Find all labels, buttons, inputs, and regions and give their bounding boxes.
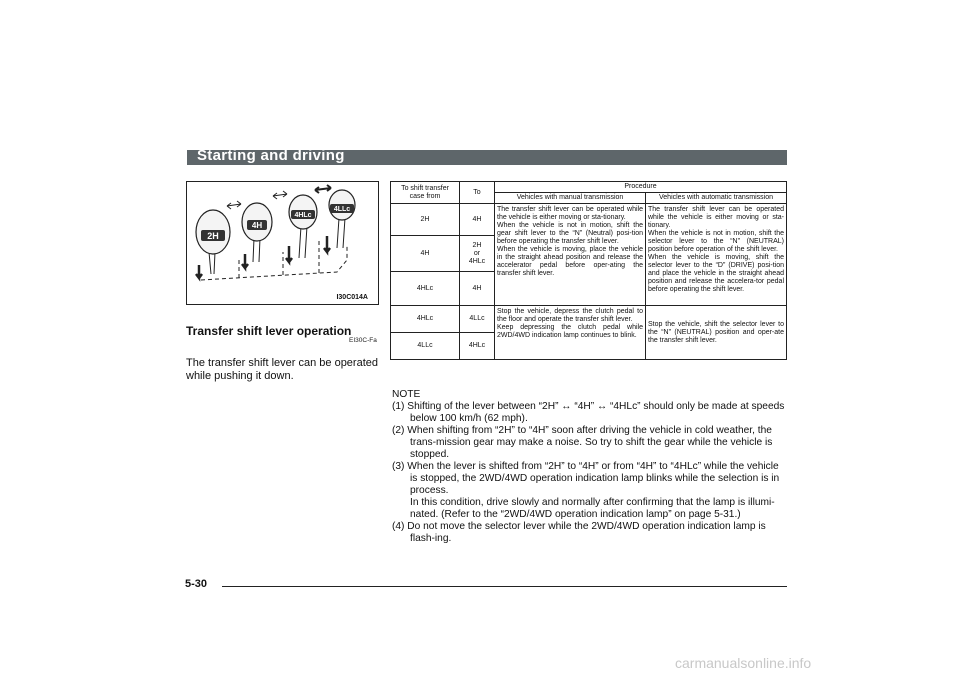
cell-to: 4LLc [460,306,495,333]
note-item-2: (2) When shifting from “2H” to “4H” soon after driving the vehicle in cold weather, the trans-mission gear may make a noise. So try to shift the gear while the vehicle is stopped. [392,425,773,460]
cell-from: 4HLc [391,272,460,306]
knob-label-2h: 2H [207,231,219,241]
cell-to: 2H or 4HLc [460,236,495,272]
shift-knobs-drawing [187,182,378,304]
section-header-title: Starting and driving [197,147,345,164]
cell-to: 4H [460,204,495,236]
section-body: The transfer shift lever can be operated while pushing it down. [186,357,378,382]
procedure-table [390,181,787,360]
cell-manual-group1: The transfer shift lever can be operated while the vehicle is either moving or sta-tionary. When the vehicle is not in motion, shift the gear shift lever to the “N” (Neutral) posi-tion before operating the transfer shift lever. When the vehicle is moving, place the vehicle in the straight ahead position and release the accelerator pedal before oper-ating the transfer shift lever. [495,204,646,306]
cell-to: 4HLc [460,333,495,360]
table-row [391,306,787,333]
figure-code: I30C014A [336,294,368,301]
cell-automatic-group1: The transfer shift lever can be operated while the vehicle is either moving or sta-tionary. When the vehicle is not in motion, shift the selector lever to the “N” (NEUTRAL) position before operation of the shift lever. When the vehicle is moving, shift the selector lever to the “D” (DRIVE) posi-tion and place the vehicle in the straight ahead position and release the accelera-tor pedal before operating the shift lever. [646,204,787,306]
cell-from: 4HLc [391,306,460,333]
section-header-bar [187,147,787,165]
section-code: EI30C-Fa [349,337,377,344]
section-title: Transfer shift lever operation [186,324,352,338]
header-procedure: Procedure [495,182,787,193]
table-row [391,204,787,236]
cell-to: 4H [460,272,495,306]
cell-manual-group2: Stop the vehicle, depress the clutch pedal to the floor and operate the transfer shift lever. Keep depressing the clutch pedal while 2WD/4WD indication lamp continues to blink. [495,306,646,360]
cell-from: 2H [391,204,460,236]
page-number: 5-30 [185,578,208,590]
header-from: To shift transfer case from [391,182,460,204]
header-manual: Vehicles with manual transmission [495,193,646,204]
note-title: NOTE [392,389,421,400]
watermark: carmanualsonline.info [675,655,812,671]
cell-from: 4LLc [391,333,460,360]
table-header-row [391,182,787,193]
shift-lever-illustration [186,181,379,305]
note-item-1: (1) Shifting of the lever between “2H” ↔ “4H” ↔ “4HLc” should only be made at speeds below 100 km/h (62 mph). [392,401,785,424]
header-automatic: Vehicles with automatic transmission [646,193,787,204]
footer-rule [222,586,787,587]
knob-label-4hlc: 4HLc [294,212,312,219]
header-to: To [460,182,495,204]
note-item-4: (4) Do not move the selector lever while the 2WD/4WD operation indication lamp is flash-ing. [392,521,766,544]
note-block [392,389,786,545]
cell-automatic-group2: Stop the vehicle, shift the selector lever to the “N” (NEUTRAL) position and oper-ate the transfer shift lever. [646,306,787,360]
knob-label-4llc: 4LLc [333,206,351,213]
knob-label-4h: 4H [251,221,263,230]
note-item-3: (3) When the lever is shifted from “2H” to “4H” or from “4H” to “4HLc” while the vehicle is stopped, the 2WD/4WD operation indication lamp blinks while the selection is in process. In this condition, drive slowly and normally after confirming that the lamp is illumi-nated. (Refer to the “2WD/4WD operation indication lamp” on page 5-31.) [392,461,780,520]
cell-from: 4H [391,236,460,272]
